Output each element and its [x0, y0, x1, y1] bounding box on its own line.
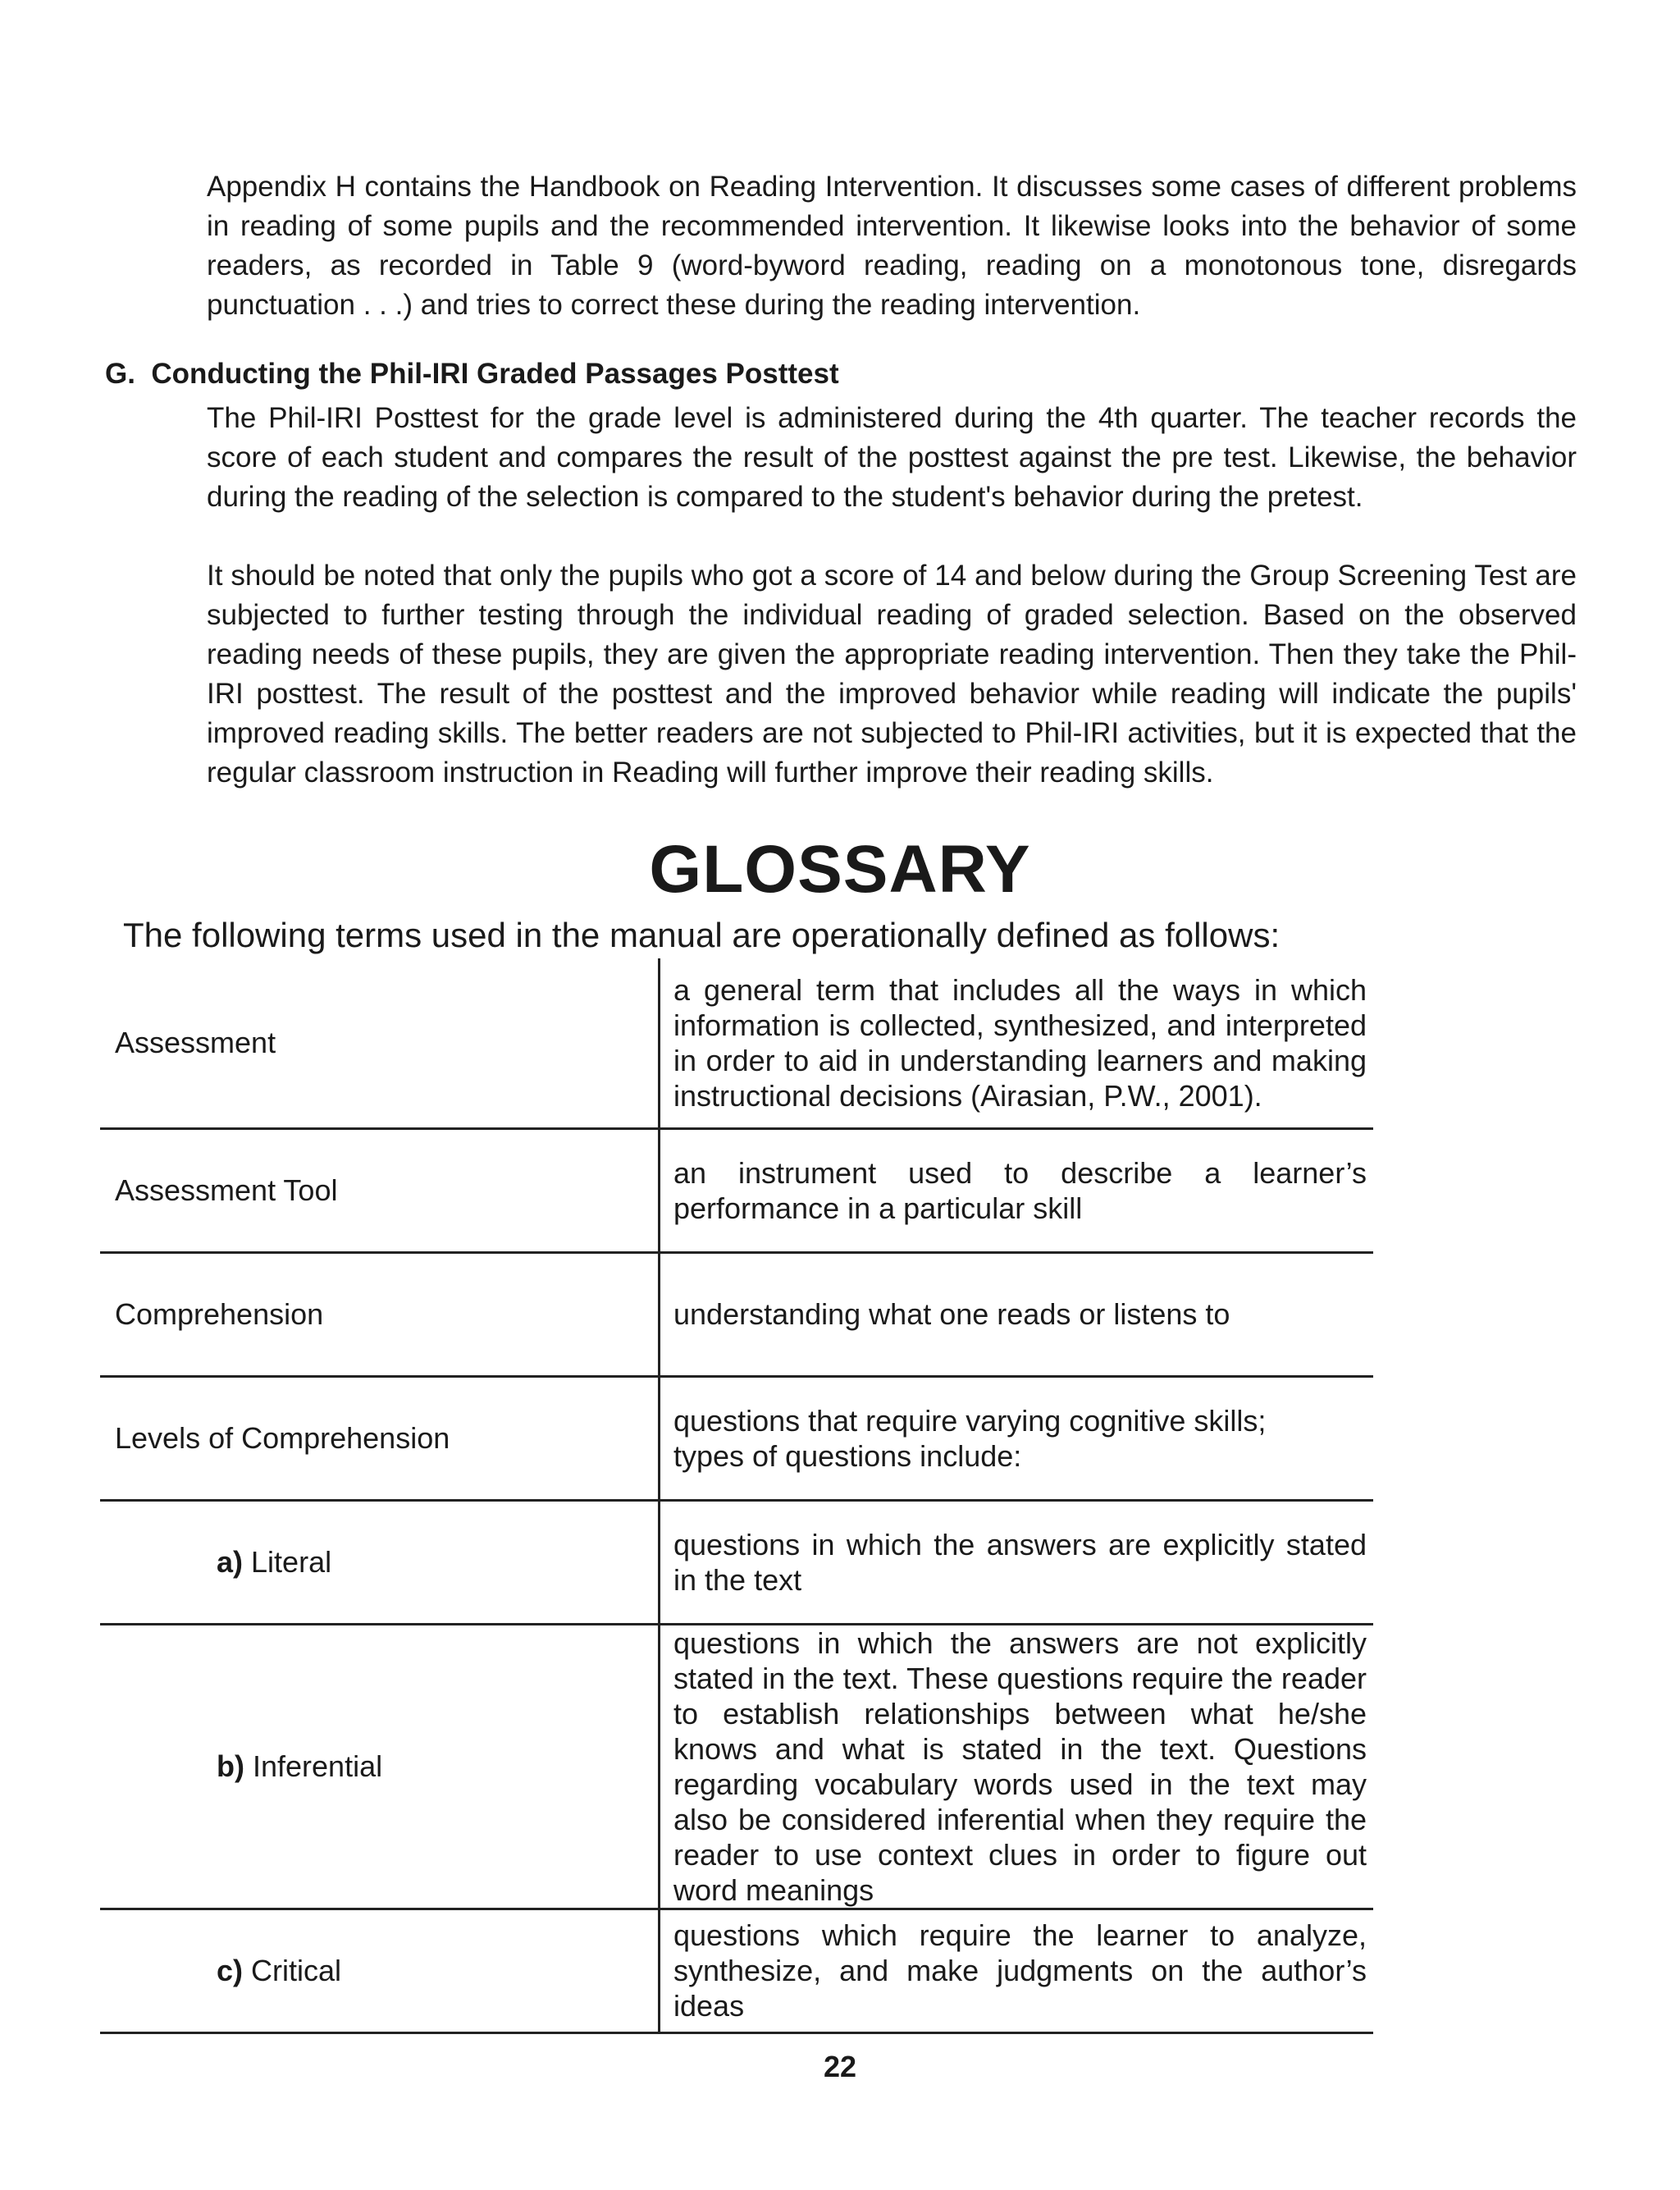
section-g-letter: G.: [105, 358, 135, 390]
glossary-definition: understanding what one reads or listens to: [673, 1297, 1230, 1331]
glossary-term: [100, 1624, 660, 1909]
glossary-term: [100, 1500, 660, 1624]
glossary-row-critical: [100, 1909, 1373, 2032]
glossary-term: Assessment: [100, 958, 660, 1128]
section-g-title: Conducting the Phil-IRI Graded Passages Posttest: [151, 358, 839, 390]
glossary-term: Levels of Comprehension: [100, 1376, 660, 1500]
glossary-term: Assessment Tool: [100, 1128, 660, 1252]
glossary-table: [100, 958, 1373, 2034]
glossary-row-inferential: [100, 1624, 1373, 1909]
glossary-title: GLOSSARY: [649, 832, 1031, 907]
glossary-definition: questions that require varying cognitive skills; types of questions include:: [673, 1403, 1267, 1473]
term-label: Literal: [251, 1545, 332, 1579]
term-marker: a): [217, 1545, 244, 1579]
term-marker: c): [217, 1954, 244, 1987]
glossary-row-literal: [100, 1500, 1373, 1624]
glossary-definition: a general term that includes all the ways in which information is collected, synthesized, and interpreted in order to aid in understanding learners and making instructional decisions (Airasian, P.W., 2001).: [673, 972, 1367, 1113]
glossary-definition: an instrument used to describe a learner’s performance in a particular skill: [673, 1155, 1367, 1225]
glossary-definition: questions in which the answers are not explicitly stated in the text. These questions require the reader to establish relationships between what he/she knows and what is stated in the text. Questions regarding vocabulary words used in the text may also be considered inferential when they require the reader to use context clues in order to figure out word meanings: [673, 1625, 1367, 1907]
posttest-paragraph: The Phil-IRI Posttest for the grade level is administered during the 4th quarter. The teacher records the score of each student and compares the result of the posttest against the pre test. Likewise, the behavior during the reading of the selection is compared to the student's behavior during the pretest.: [207, 402, 1577, 513]
glossary-definition: questions which require the learner to analyze, synthesize, and make judgments on the author’s ideas: [673, 1918, 1367, 2023]
glossary-row-assessment: [100, 958, 1373, 1128]
noted-paragraph: It should be noted that only the pupils who got a score of 14 and below during the Group Screening Test are subjected to further testing through the individual reading of graded selection. Based on the observed reading needs of these pupils, they are given the appropriate reading intervention. Then they take the Phil-IRI posttest. The result of the posttest and the improved behavior while reading will indicate the pupils' improved reading skills. The better readers are not subjected to Phil-IRI activities, but it is expected that the regular classroom instruction in Reading will further improve their reading skills.: [207, 560, 1577, 789]
section-g-heading: [105, 358, 839, 391]
glossary-row-assessment-tool: [100, 1128, 1373, 1252]
term-label: Critical: [251, 1954, 342, 1987]
glossary-definition: questions in which the answers are explicitly stated in the text: [673, 1527, 1367, 1597]
glossary-intro: The following terms used in the manual are operationally defined as follows:: [123, 916, 1281, 954]
page-number: 22: [823, 2050, 857, 2083]
glossary-term: Comprehension: [100, 1252, 660, 1376]
term-label: Inferential: [253, 1749, 383, 1783]
glossary-row-comprehension: [100, 1252, 1373, 1376]
glossary-row-levels: [100, 1376, 1373, 1500]
appendix-h-paragraph: Appendix H contains the Handbook on Reading Intervention. It discusses some cases of different problems in reading of some pupils and the recommended intervention. It likewise looks into the behavior of some readers, as recorded in Table 9 (word-byword reading, reading on a monotonous tone, disregards punctuation . . .) and tries to correct these during the reading intervention.: [207, 171, 1577, 321]
term-marker: b): [217, 1749, 244, 1783]
glossary-term: [100, 1909, 660, 2032]
